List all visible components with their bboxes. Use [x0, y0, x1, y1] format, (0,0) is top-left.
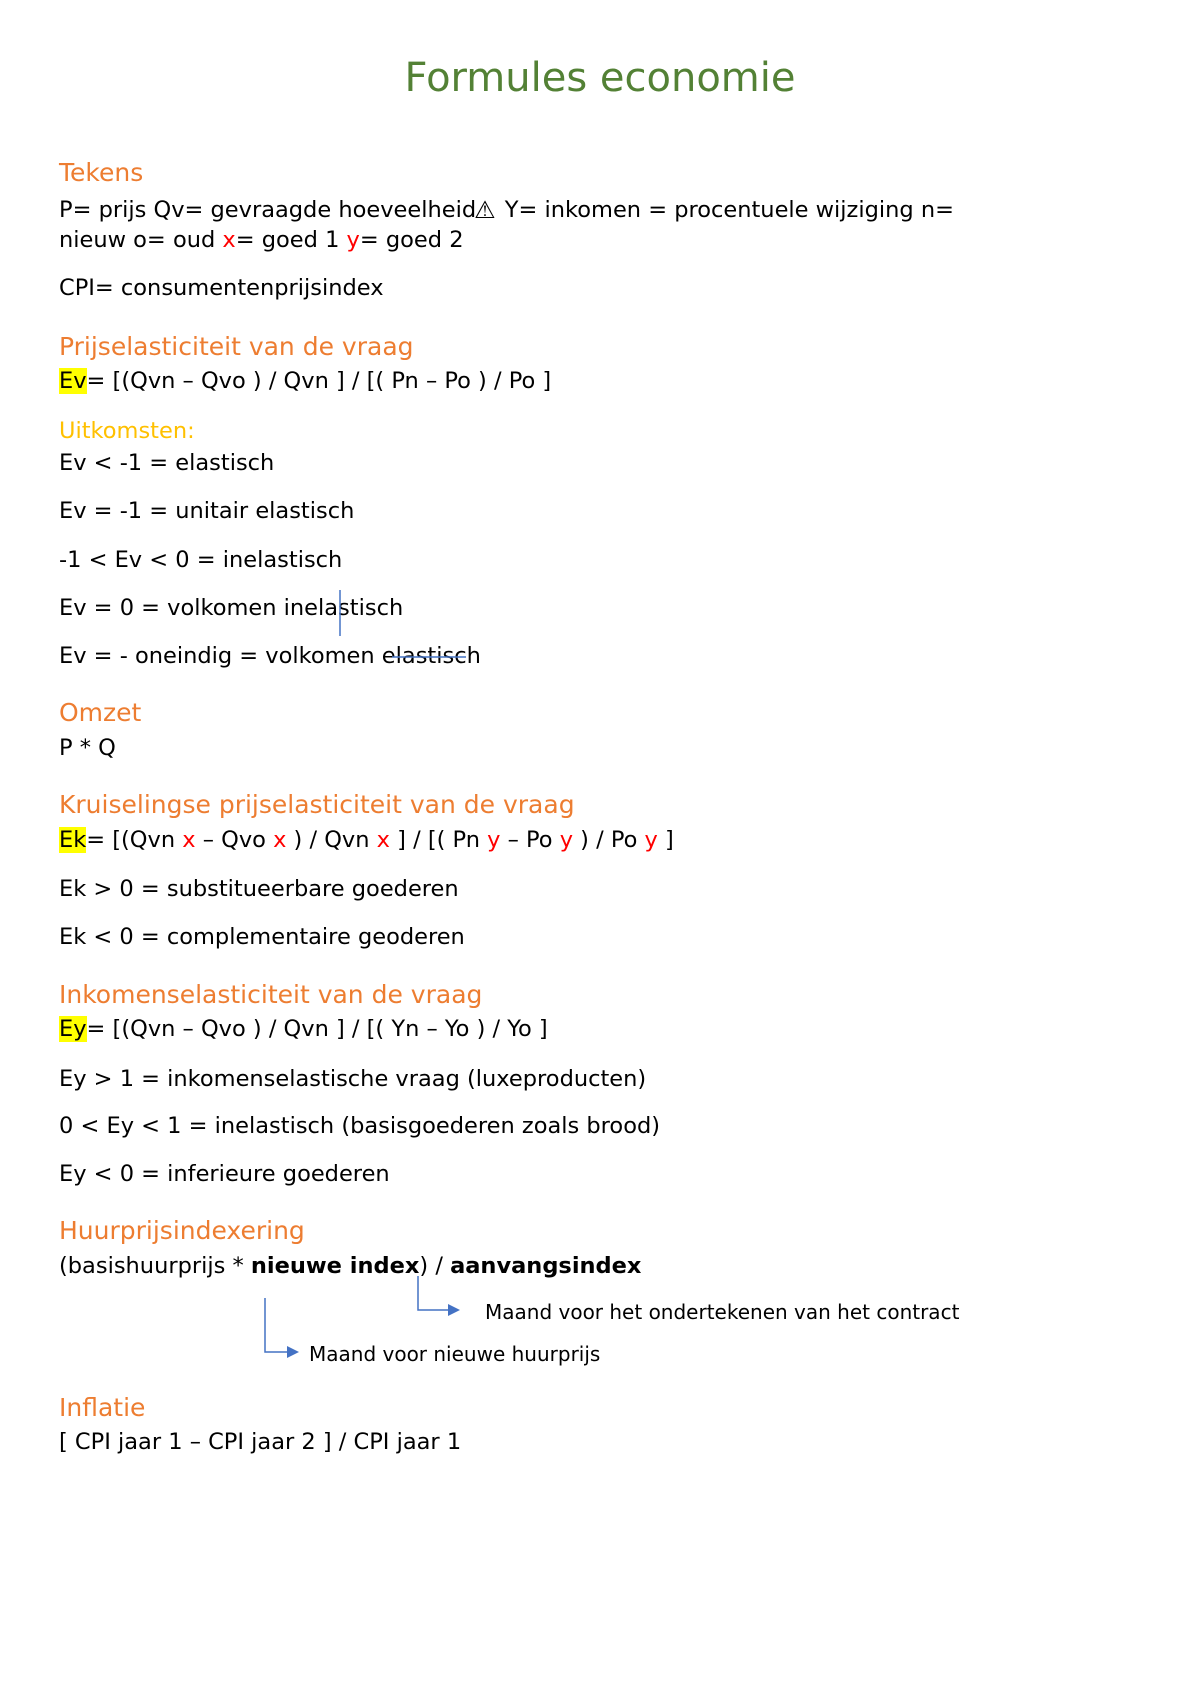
- ev-outcome: Ev = 0 = volkomen inelastisch: [59, 595, 404, 621]
- variable-y: y: [644, 827, 658, 853]
- formula-inflatie: [ CPI jaar 1 – CPI jaar 2 ] / CPI jaar 1: [59, 1429, 462, 1455]
- ev-outcome: -1 < Ev < 0 = inelastisch: [59, 547, 343, 573]
- variable-y: y: [346, 227, 360, 253]
- ek-outcome: Ek < 0 = complementaire geoderen: [59, 924, 465, 950]
- ey-outcome: Ey < 0 = inferieure goederen: [59, 1161, 390, 1187]
- annotation-aanvangsindex: Maand voor het ondertekenen van het contract: [485, 1300, 960, 1324]
- heading-uitkomsten: Uitkomsten:: [59, 418, 195, 444]
- formula-ey-label: Ey: [59, 1016, 87, 1042]
- formula-ev-rest: = [(Qvn – Qvo ) / Qvn ] / [( Pn – Po ) / Po ]: [86, 368, 552, 394]
- tekens-line-2-part-b: = goed 1: [235, 227, 347, 253]
- tekens-line-1-part-a: P= prijs Qv= gevraagde hoeveelheid: [59, 197, 477, 223]
- page-title: Formules economie: [404, 55, 796, 101]
- formula-huurprijs-part: ) /: [419, 1253, 451, 1279]
- arrow-connector: [265, 1298, 287, 1352]
- variable-x: x: [376, 827, 390, 853]
- heading-tekens: Tekens: [59, 158, 144, 187]
- tekens-line-2-part-c: = goed 2: [359, 227, 464, 253]
- heading-prijselasticiteit: Prijselasticiteit van de vraag: [59, 332, 414, 361]
- ey-outcome: 0 < Ey < 1 = inelastisch (basisgoederen zoals brood): [59, 1113, 661, 1139]
- arrow-connector: [418, 1276, 448, 1310]
- formula-ek-part: – Qvo: [195, 827, 274, 853]
- formula-ek-part: – Po: [500, 827, 560, 853]
- variable-y: y: [559, 827, 574, 853]
- annotation-nieuwe-index: Maand voor nieuwe huurprijs: [309, 1342, 601, 1366]
- tekens-line-1-part-b: Y= inkomen = procentuele wijziging n=: [497, 197, 954, 223]
- formula-huurprijs-part: (basishuurprijs *: [59, 1253, 251, 1279]
- formula-ek-part: ) / Po: [573, 827, 645, 853]
- variable-y: y: [487, 827, 501, 853]
- ev-outcome: Ev < -1 = elastisch: [59, 450, 275, 476]
- formula-huurprijs-nieuwe-index: nieuwe index: [250, 1253, 420, 1279]
- tekens-line-3: CPI= consumentenprijsindex: [59, 275, 384, 301]
- variable-x: x: [182, 827, 196, 853]
- arrow-head-icon: [287, 1346, 299, 1358]
- formula-ek-label: Ek: [59, 827, 87, 853]
- heading-huurprijsindexering: Huurprijsindexering: [59, 1216, 305, 1245]
- ev-outcome: Ev = -1 = unitair elastisch: [59, 498, 355, 524]
- heading-inflatie: Inflatie: [59, 1393, 146, 1422]
- heading-omzet: Omzet: [59, 698, 142, 727]
- ey-outcome: Ey > 1 = inkomenselastische vraag (luxeproducten): [59, 1066, 647, 1092]
- formula-ev-label: Ev: [59, 368, 87, 394]
- formula-ey-rest: = [(Qvn – Qvo ) / Qvn ] / [( Yn – Yo ) / Yo ]: [86, 1016, 548, 1042]
- warning-triangle-icon: ⚠: [474, 196, 496, 224]
- variable-x: x: [273, 827, 287, 853]
- tekens-line-2-part-a: nieuw o= oud: [59, 227, 223, 253]
- heading-inkomenselasticiteit: Inkomenselasticiteit van de vraag: [59, 980, 483, 1009]
- heading-kruiselingse: Kruiselingse prijselasticiteit van de vraag: [59, 790, 575, 819]
- formula-ek-part: ] / [( Pn: [390, 827, 488, 853]
- formula-ek-part: = [(Qvn: [86, 827, 183, 853]
- variable-x: x: [222, 227, 236, 253]
- ek-outcome: Ek > 0 = substitueerbare goederen: [59, 876, 459, 902]
- formula-ek-part: ) / Qvn: [286, 827, 377, 853]
- formula-ek-part: ]: [657, 827, 674, 853]
- formula-huurprijs-aanvangsindex: aanvangsindex: [450, 1253, 642, 1279]
- arrow-head-icon: [448, 1304, 460, 1316]
- formula-omzet: P * Q: [59, 735, 116, 761]
- ev-outcome: Ev = - oneindig = volkomen elastisch: [59, 643, 481, 669]
